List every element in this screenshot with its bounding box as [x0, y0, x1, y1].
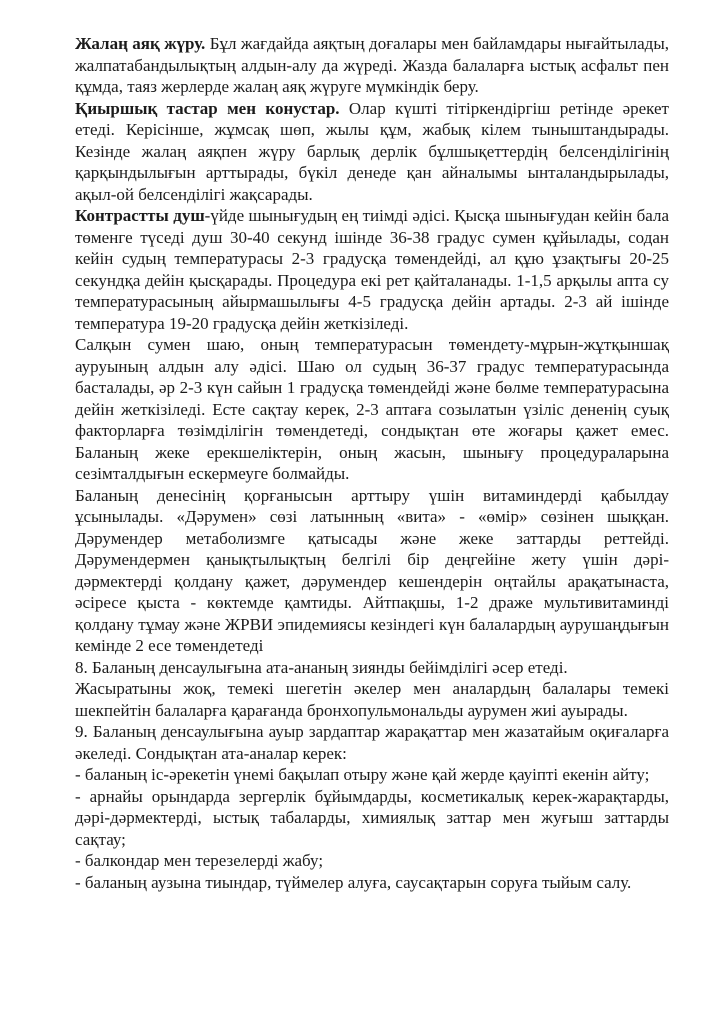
- paragraph-text: Баланың денесінің қорғанысын арттыру үшін витаминдерді қабылдау ұсынылады. «Дәрумен» сөзі латынның «вита» - «өмір» сөзінен шыққан. Дәрумендер метаболизмге қатысады және жеке заттарды реттейді. Дәрумендермен қанықтылықтың белгілі бір деңгейіне жету үшін дәрі-дәрмектерді қолдану қажет, дәрумендер кешендерін оңтайлы арақатынаста, әсіресе қыста - көктемде қамтиды. Айтпақшы, 1-2 драже мультивитаминді қолдану тұмау және ЖРВИ эпидемиясы кезіндегі күн балалардың аурушаңдығын кемінде 2 есе төмендетеді: [75, 485, 669, 655]
- paragraph-lead: Жалаң аяқ жүру.: [75, 34, 206, 53]
- paragraph-text: -үйде шынығудың ең тиімді әдісі. Қысқа шынығудан кейін бала төменге түседі душ 30-40 секунд ішінде 36-38 градус сумен құйылады, содан кейін судың температурасы 2-3 градусқа төмендейді, ал құю ұзақтығы 20-25 секундқа дейін қысқарады. Процедура екі рет қайталанады. 1-1,5 арқылы апта су температурасының айырмашылығы 4-5 градусқа дейін артады. 2-3 ай ішінде температура 19-20 градусқа дейін жеткізіледі.: [75, 206, 669, 333]
- paragraph: [75, 721, 669, 764]
- paragraph-text: 8. Баланың денсаулығына ата-ананың зиянды бейімділігі әсер етеді.: [75, 657, 568, 677]
- paragraph: [75, 786, 669, 851]
- paragraph-lead: Қиыршық тастар мен конустар.: [75, 98, 340, 118]
- paragraph: [75, 98, 669, 206]
- paragraph: [75, 33, 669, 98]
- paragraph-text: 9. Баланың денсаулығына ауыр зардаптар жарақаттар мен жазатайым оқиғаларға әкеледі. Сондықтан ата-аналар керек:: [75, 722, 669, 763]
- paragraph: [75, 485, 669, 657]
- paragraph-text: - балкондар мен терезелерді жабу;: [75, 851, 324, 870]
- paragraph: [75, 678, 669, 721]
- paragraph-text: - баланың аузына тиындар, түймелер алуға, саусақтарын соруға тыйым салу.: [75, 872, 632, 892]
- paragraph-lead: Контрастты душ: [75, 206, 205, 225]
- paragraph: [75, 872, 669, 894]
- paragraph-text: Салқын сумен шаю, оның температурасын төмендету-мұрын-жұтқыншақ ауруының алдын алу әдісі. Шаю ол судың 36-37 градус температурасында басталады, әр 2-3 күн сайын 1 градусқа төмендейді және бөлме температурасына дейін жеткізіледі. Есте сақтау керек, 2-3 аптаға созылатын үзіліс дененің суық факторларға төзімділігін төмендетеді, сондықтан өте жоғары қажет емес. Баланың жеке ерекшеліктерін, оның жасын, шынығу процедураларына сезімталдығын ескермеуге болмайды.: [75, 335, 669, 483]
- paragraph-text: - баланың іс-әрекетін үнемі бақылап отыру және қай жерде қауіпті екенін айту;: [75, 765, 650, 784]
- paragraph: [75, 334, 669, 485]
- paragraph: [75, 850, 669, 872]
- paragraph-text: - арнайы орындарда зергерлік бұйымдарды, косметикалық керек-жарақтарды, дәрі-дәрмектерді, ыстық табаларды, химиялық заттар мен жуғыш заттарды сақтау;: [75, 786, 669, 849]
- document-body: [75, 33, 669, 893]
- paragraph-text: Жасыратыны жоқ, темекі шегетін әкелер мен аналардың балалары темекі шекпейтін балаларға қарағанда бронхопульмональды аурумен жиі ауырады.: [75, 679, 669, 720]
- paragraph-text: Бұл жағдайда аяқтың доғалары мен байламдары нығайтылады, жалпатабандылықтың алдын-алу да жүреді. Жазда балаларға ыстық асфальт пен құмда, таяз жерлерде жалаң аяқ жүруге мүмкіндік беру.: [75, 34, 669, 96]
- paragraph: [75, 764, 669, 786]
- paragraph: [75, 657, 669, 679]
- paragraph-text: Олар күшті тітіркендіргіш ретінде әрекет етеді. Керісінше, жұмсақ шөп, жылы құм, жабық кілем тыныштандырады. Кезінде жалаң аяқпен жүру барлық дерлік бұлшықеттердің белсенділігінің қарқындылығын арттырады, бүкіл денеде қан айналымы ынталандырылады, ақыл-ой белсенділігі жақсарады.: [75, 98, 669, 204]
- paragraph: [75, 205, 669, 334]
